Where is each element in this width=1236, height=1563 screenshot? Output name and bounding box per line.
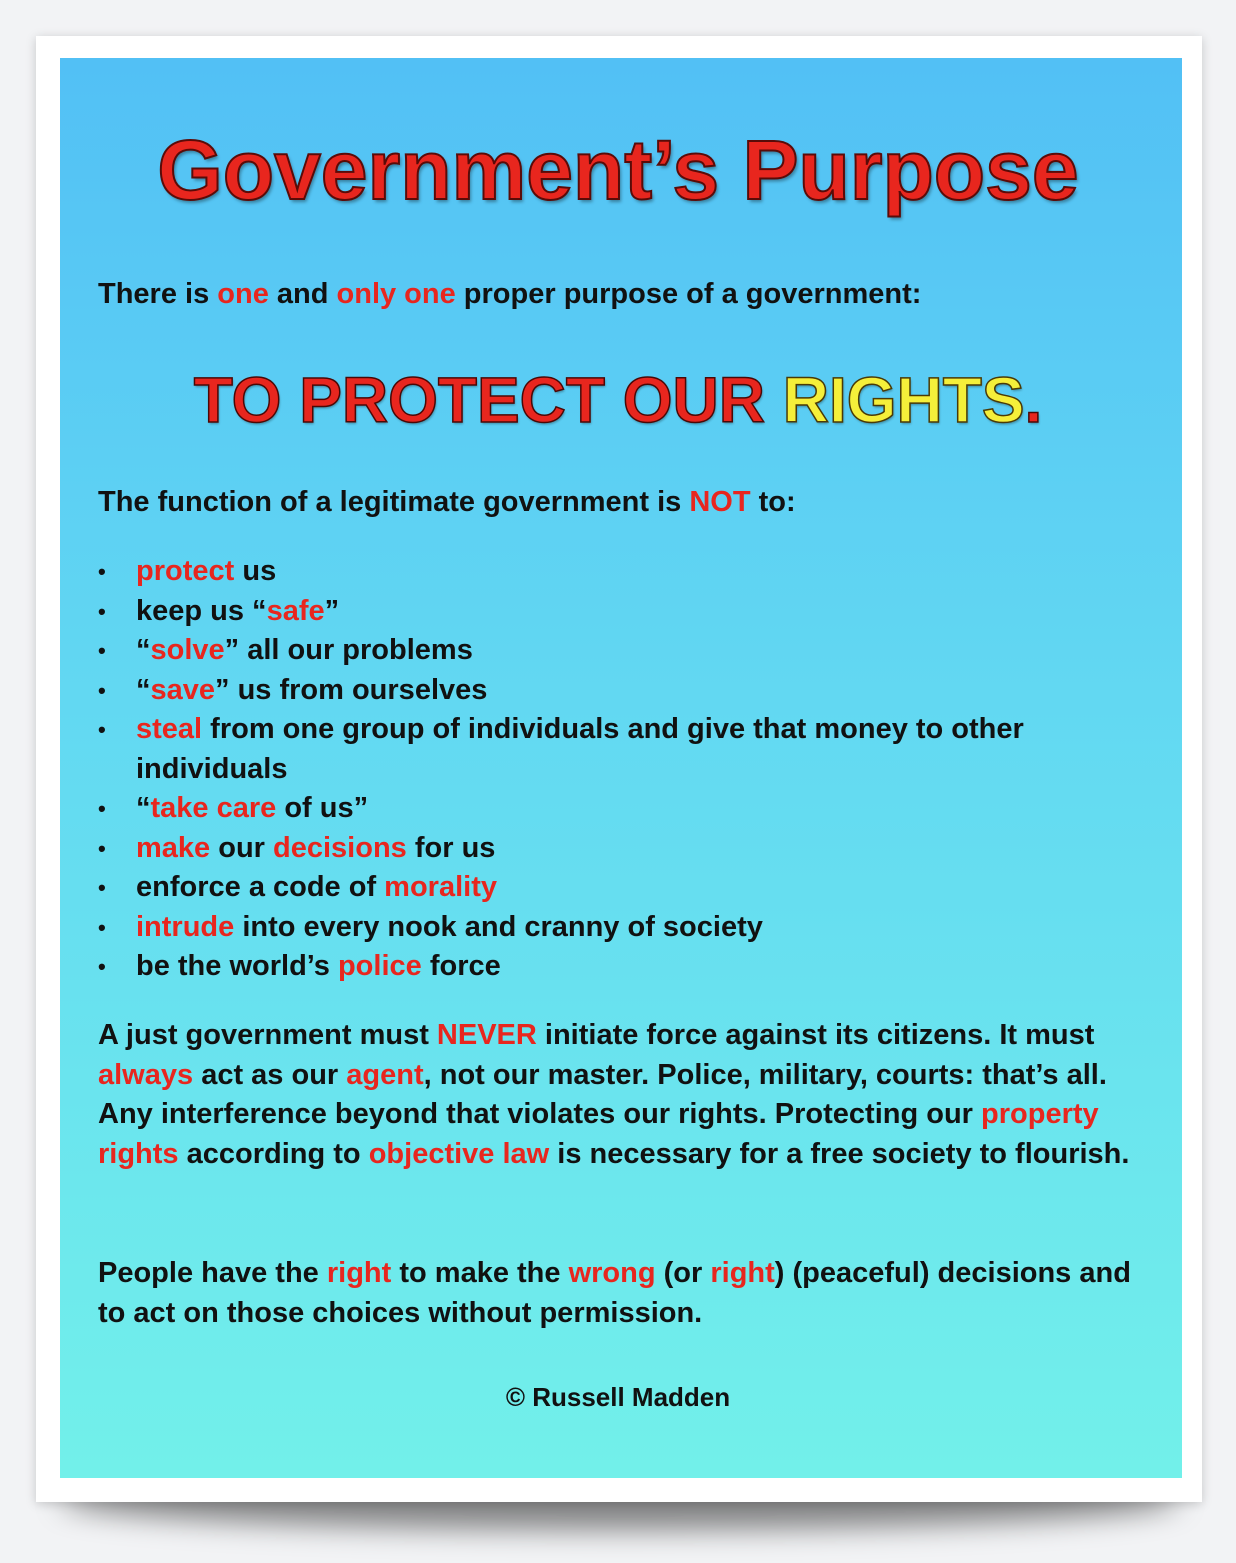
highlight-not: NOT <box>689 486 751 518</box>
list-item: • “take care of us” <box>98 789 1138 829</box>
not-functions-list <box>98 552 1138 987</box>
just-government-paragraph: A just government must NEVER initiate force against its citizens. It must always act as our agent, not our master. Police, military, courts: that’s all. Any interference beyond that violates our rights. Protecting our property rights according to objective law is necessary for a free society to flourish. <box>98 1019 1130 1170</box>
list-item: • intrude into every nook and cranny of society <box>98 908 1138 948</box>
not-intro-line: The function of a legitimate government is NOT to: <box>98 486 796 518</box>
highlight-only-one: only one <box>336 278 456 310</box>
list-item: • steal from one group of individuals and give that money to other individuals <box>98 710 1138 789</box>
list-item: • be the world’s police force <box>98 947 1138 987</box>
list-item: • protect us <box>98 552 1138 592</box>
list-item: • “solve” all our problems <box>98 631 1138 671</box>
highlight-one: one <box>217 278 269 310</box>
list-item: • keep us “safe” <box>98 592 1138 632</box>
list-item: • make our decisions for us <box>98 829 1138 869</box>
poster-title: Government’s Purpose <box>157 123 1079 217</box>
slogan-rights-word: RIGHTS <box>782 364 1025 436</box>
slogan-heading: TO PROTECT OUR RIGHTS. <box>193 364 1043 436</box>
copyright-credit: © Russell Madden <box>505 1382 731 1412</box>
intro-line: There is one and only one proper purpose of a government: <box>98 278 922 310</box>
people-rights-paragraph: People have the right to make the wrong (or right) (peaceful) decisions and to act on those choices without permission. <box>98 1257 1131 1329</box>
list-item: • enforce a code of morality <box>98 868 1138 908</box>
list-item: • “save” us from ourselves <box>98 671 1138 711</box>
